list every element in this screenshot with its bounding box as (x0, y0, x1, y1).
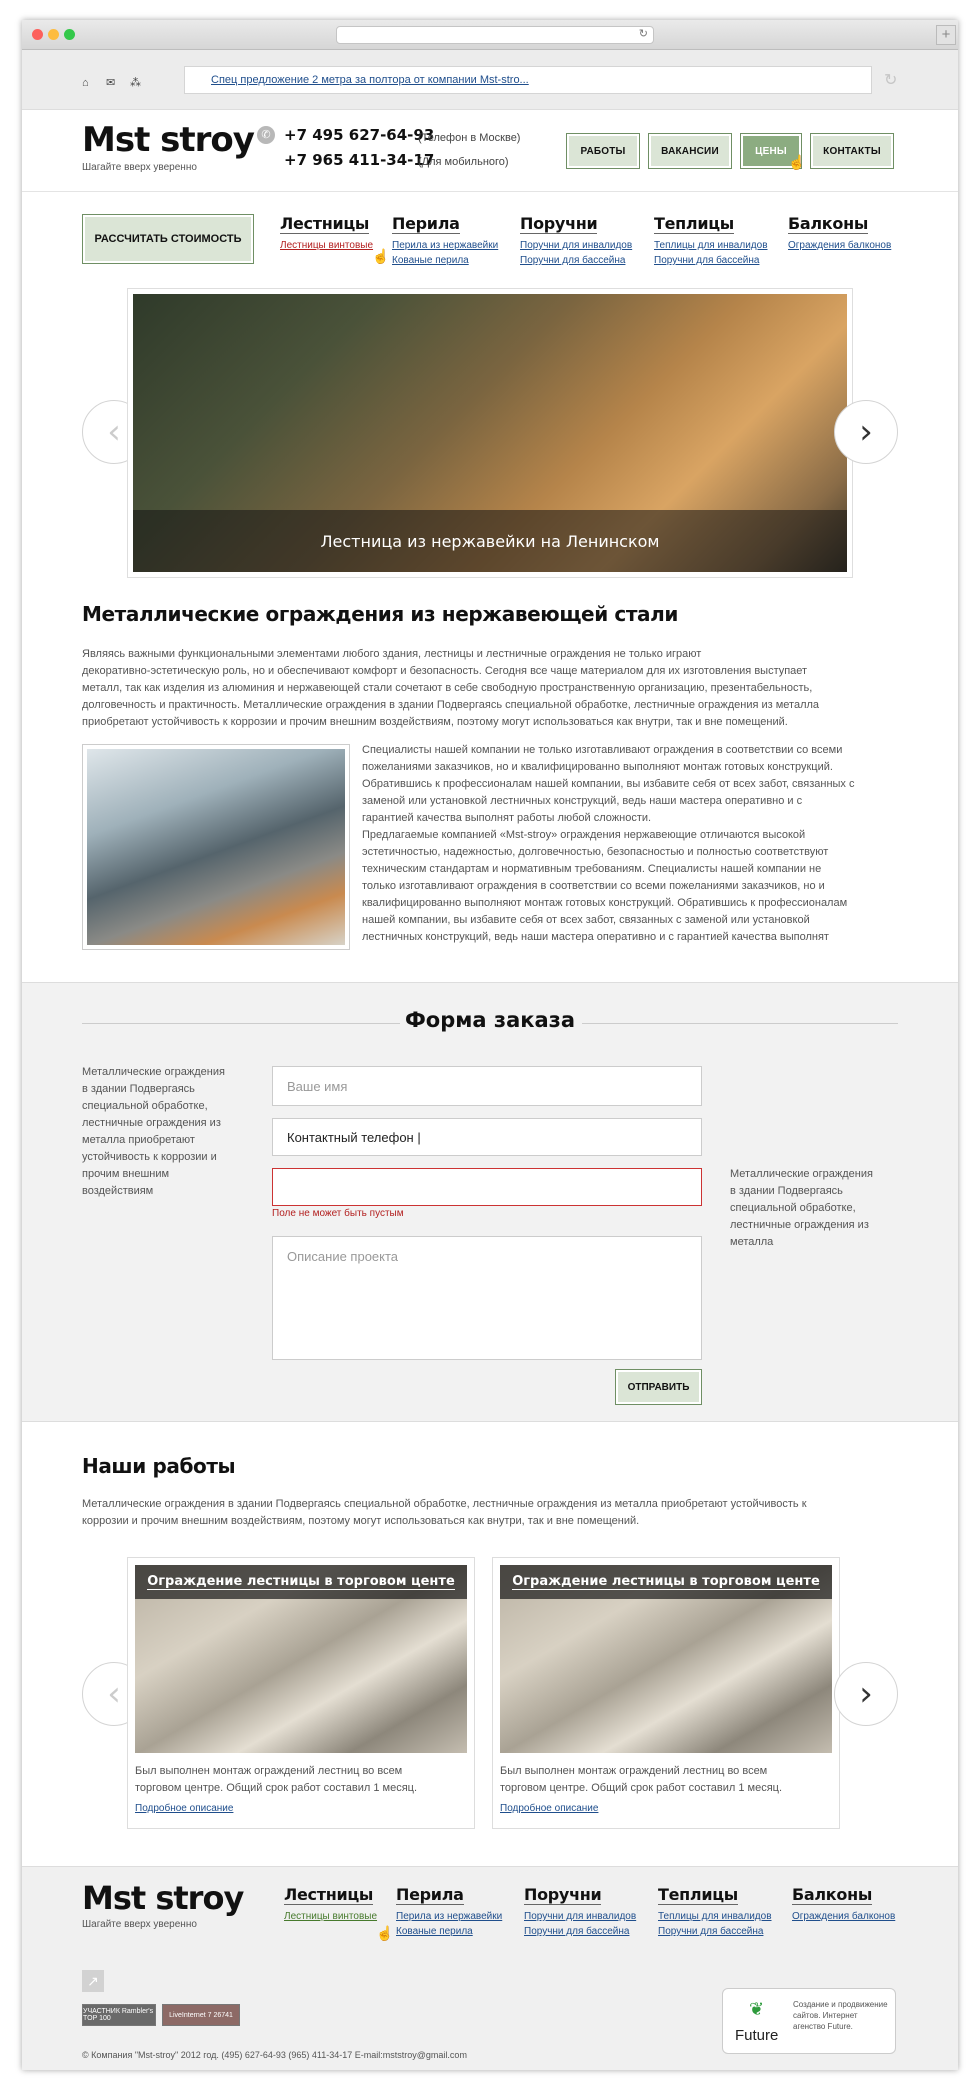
text-line: воздействиям (82, 1185, 154, 1197)
menu-link[interactable]: Поручни для бассейна (654, 255, 760, 266)
menu-link[interactable]: Поручни для инвалидов (520, 240, 633, 251)
pointer-cursor-icon: ☝ (376, 1925, 394, 1941)
slide-image-staircase (133, 294, 847, 572)
order-title: Форма заказа (404, 1008, 576, 1032)
text-line: специальной обработке, (82, 1100, 208, 1112)
liveinternet-counter-badge[interactable]: LiveInternet 7 26741 (162, 2004, 240, 2026)
order-left-text (82, 1064, 252, 1200)
menu-railings (392, 214, 498, 266)
sitemap-icon[interactable]: ⁂ (130, 77, 141, 89)
hero-slider (127, 288, 853, 578)
text-line: торговом центре. Общий срок работ составил 1 месяц. (135, 1782, 418, 1794)
order-right-text (730, 1166, 890, 1251)
text-line: в здании Подвергаясь (730, 1185, 843, 1197)
text-line: лестничных конструкций, ведь наши мастера оперативно и с гарантией качества выполнят (362, 931, 829, 943)
article-image (82, 744, 350, 950)
phone-moscow-note: (Телефон в Москве) (418, 132, 521, 144)
text-line: эстетичностью, надежностью, долговечностью, безопасностью и полностью соответствуют (362, 846, 829, 858)
menu-link[interactable]: Поручни для инвалидов (524, 1911, 637, 1922)
footer-menu-handrails (524, 1885, 636, 1937)
reload-icon[interactable]: ↻ (638, 28, 648, 40)
calculate-cost-button[interactable]: РАССЧИТАТЬ СТОИМОСТЬ (82, 214, 254, 264)
work-card-text (500, 1763, 832, 1797)
phone-icon: ✆ (257, 126, 275, 144)
nav-prices-button[interactable]: ЦЕНЫ (740, 133, 802, 169)
future-text: Создание и продвижение сайтов. Интернет агенство Future. (793, 2000, 888, 2031)
text-line: Являясь важными функциональными элементами любого здания, лестницы и лестничные ограждения не только играют (82, 648, 702, 660)
phone-mobile: +7 965 411-34-17 (284, 151, 435, 169)
future-agency-badge[interactable] (722, 1988, 896, 2054)
details-link[interactable]: Подробное описание (500, 1803, 599, 1814)
text-line: коррозии и прочим внешним воздействиям, поэтому могут использоваться как внутри, так и вне помещений. (82, 1515, 640, 1527)
work-card-title (500, 1565, 832, 1599)
work-card-title-text[interactable]: Ограждение лестницы в торговом центе (512, 1574, 820, 1589)
address-bar[interactable] (336, 26, 654, 44)
text-line: Металлические ограждения (730, 1168, 873, 1180)
pointer-cursor-icon: ☝ (788, 154, 806, 170)
menu-link[interactable]: Перила из нержавейки (396, 1911, 503, 1922)
menu-link[interactable]: Перила из нержавейки (392, 240, 499, 251)
share-icon[interactable]: ↗ (82, 1970, 104, 1992)
promo-link[interactable]: Спец предложение 2 метра за полтора от компании Mst-stro... (211, 74, 529, 86)
details-link[interactable]: Подробное описание (135, 1803, 234, 1814)
text-line: Был выполнен монтаж ограждений лестниц во всем (500, 1765, 768, 1777)
text-line: пожеланиями заказчиков, но и квалифицированно выполняют монтаж готовых конструкций. (362, 761, 833, 773)
work-image (500, 1565, 832, 1753)
menu-title[interactable]: Лестницы (280, 214, 370, 233)
footer-logo[interactable]: Mst stroy (82, 1879, 244, 1917)
text-line: торговом центре. Общий срок работ составил 1 месяц. (500, 1782, 783, 1794)
text-line: устойчивость к коррозии и (82, 1151, 217, 1163)
text-line: долговечность и практичность. Металлические ограждения в здании Подвергаясь специальной обработке, лестничные ограждения из металла (82, 699, 820, 711)
menu-handrails (520, 214, 632, 266)
menu-balconies (788, 214, 891, 251)
slide-caption: Лестница из нержавейки на Ленинском (133, 510, 847, 572)
work-card-text (135, 1763, 467, 1797)
text-line: гарантией качества выполнят работы любой сложности. (362, 812, 652, 824)
work-card-title (135, 1565, 467, 1599)
site-header (22, 110, 958, 192)
menu-link[interactable]: Ограждения балконов (792, 1911, 896, 1922)
text-line: специальной обработке, (730, 1202, 856, 1214)
text-line: квалифицированно выполняют монтаж готовых конструкций. Обратившись к профессионалам (362, 897, 848, 909)
text-line: заменой или установкой лестничных конструкций, ведь наши мастера оперативно и с (362, 795, 803, 807)
work-card[interactable] (127, 1557, 475, 1829)
menu-link[interactable]: Ограждения балконов (788, 240, 892, 251)
nav-works-button[interactable]: РАБОТЫ (566, 133, 640, 169)
menu-link[interactable]: Поручни для бассейна (520, 255, 626, 266)
pointer-cursor-icon: ☝ (372, 248, 390, 264)
submit-button[interactable]: ОТПРАВИТЬ (615, 1369, 702, 1405)
text-line: лестничные ограждения из (82, 1117, 221, 1129)
menu-title[interactable]: Теплицы (658, 1885, 738, 1904)
menu-link[interactable]: Поручни для бассейна (524, 1926, 630, 1937)
works-title: Наши работы (82, 1454, 236, 1478)
work-image (135, 1565, 467, 1753)
article-intro (82, 646, 902, 731)
menu-title[interactable]: Балконы (792, 1885, 872, 1904)
menu-link[interactable]: Теплицы для инвалидов (658, 1911, 772, 1922)
text-line: Обратившись к профессионалам нашей компании, вы избавите себя от всех забот, связанных с (362, 778, 855, 790)
footer-menu-greenhouses (658, 1885, 772, 1937)
menu-title[interactable]: Лестницы (284, 1885, 374, 1904)
nav-contacts-button[interactable]: КОНТАКТЫ (810, 133, 894, 169)
footer-tagline: Шагайте вверх уверенно (82, 1919, 197, 1930)
works-next-arrow[interactable]: › (834, 1662, 898, 1726)
tagline: Шагайте вверх уверенно (82, 162, 197, 173)
footer-menu-stairs (284, 1885, 377, 1922)
catalog-nav (22, 192, 958, 292)
text-line: Был выполнен монтаж ограждений лестниц во всем (135, 1765, 403, 1777)
works-intro (82, 1496, 902, 1530)
slider-prev-arrow[interactable]: ‹ (82, 400, 146, 464)
home-icon[interactable]: ⌂ (82, 77, 89, 89)
refresh-icon[interactable]: ↻ (884, 72, 898, 89)
text-line: Специалисты нашей компании не только изготавливают ограждения в соответствии со всеми (362, 744, 843, 756)
email-input[interactable] (272, 1168, 702, 1206)
footer-menu-railings (396, 1885, 502, 1937)
menu-title[interactable]: Теплицы (654, 214, 734, 233)
future-name: Future (735, 2027, 779, 2044)
phone-mobile-note: (Для мобильного) (418, 156, 509, 168)
logo[interactable]: Mst stroy (82, 120, 254, 160)
promo-box (184, 66, 872, 94)
slider-next-arrow[interactable]: › (834, 400, 898, 464)
menu-stairs (280, 214, 373, 251)
nav-vacancies-button[interactable]: ВАКАНСИИ (648, 133, 732, 169)
text-line: приобретают устойчивость к коррозии и прочим внешним воздействиям, поэтому могут использоваться как внутри, так и вне помещений. (82, 716, 788, 728)
rambler-top100-badge[interactable]: УЧАСТНИК Rambler's TOP 100 (82, 2004, 156, 2026)
browser-titlebar (22, 20, 958, 50)
text-line: металла (730, 1236, 774, 1248)
close-window-button[interactable] (32, 29, 43, 40)
browser-window (22, 20, 958, 2070)
work-card[interactable] (492, 1557, 840, 1829)
menu-link[interactable]: Лестницы винтовые (284, 1911, 378, 1922)
menu-greenhouses (654, 214, 768, 266)
text-line: Металлические ограждения (82, 1066, 225, 1078)
description-textarea[interactable]: Описание проекта (272, 1236, 702, 1360)
text-line: прочим внешним (82, 1168, 170, 1180)
menu-link[interactable]: Поручни для бассейна (658, 1926, 764, 1937)
menu-title[interactable]: Перила (392, 214, 460, 233)
text-line: декоративно-эстетическую роль, но и обеспечивают комфорт и безопасность. Сегодня все чаще материалом для их изготовления выступает (82, 665, 808, 677)
menu-title[interactable]: Поручни (520, 214, 598, 233)
works-prev-arrow[interactable]: ‹ (82, 1662, 146, 1726)
article-body (362, 742, 902, 946)
copyright: © Компания "Mst-stroy" 2012 год. (495) 627-64-93 (965) 411-34-17 E-mail:mststroy@gmail.com (82, 2050, 467, 2060)
text-line: нашей компании, вы избавите себя от всех забот, связанных с заменой или установкой (362, 914, 810, 926)
menu-link[interactable]: Кованые перила (392, 255, 469, 266)
mail-icon[interactable]: ✉ (106, 77, 116, 89)
menu-title[interactable]: Поручни (524, 1885, 602, 1904)
article-title: Металлические ограждения из нержавеющей стали (82, 602, 679, 626)
menu-link[interactable]: Кованые перила (396, 1926, 473, 1937)
field-error: Поле не может быть пустым (272, 1208, 404, 1219)
zoom-window-button[interactable] (64, 29, 75, 40)
text-line: в здании Подвергаясь (82, 1083, 195, 1095)
text-line: Предлагаемые компанией «Mst-stroy» ограждения нержавеющие отличаются высокой (362, 829, 806, 841)
text-line: только изготавливают ограждения в соответствии со всеми пожеланиями заказчиков, но и (362, 880, 825, 892)
menu-title[interactable]: Перила (396, 1885, 464, 1904)
new-tab-button[interactable]: + (936, 25, 956, 45)
text-line: металла приобретают (82, 1134, 195, 1146)
menu-link[interactable]: Теплицы для инвалидов (654, 240, 768, 251)
menu-title[interactable]: Балконы (788, 214, 868, 233)
text-line: металл, так как изделия из алюминия и нержавеющей стали сочетают в себе свободную пространственную организацию, презентабельность, (82, 682, 813, 694)
phone-moscow: +7 495 627-64-93 (284, 126, 435, 144)
name-input[interactable]: Ваше имя (272, 1066, 702, 1106)
work-card-title-text[interactable]: Ограждение лестницы в торговом центе (147, 1574, 455, 1589)
promo-bar (22, 50, 958, 110)
phone-input[interactable]: Контактный телефон | (272, 1118, 702, 1156)
text-line: техническим стандартам и нормативным требованиям. Специалисты нашей компании не (362, 863, 822, 875)
menu-link[interactable]: Лестницы винтовые (280, 240, 374, 251)
text-line: Металлические ограждения в здании Подвергаясь специальной обработке, лестничные ограждения из металла приобретают устойчивость к (82, 1498, 807, 1510)
minimize-window-button[interactable] (48, 29, 59, 40)
text-line: лестничные ограждения из (730, 1219, 869, 1231)
future-leaf-icon: ❦ (749, 1999, 765, 2019)
footer-menu-balconies (792, 1885, 895, 1922)
